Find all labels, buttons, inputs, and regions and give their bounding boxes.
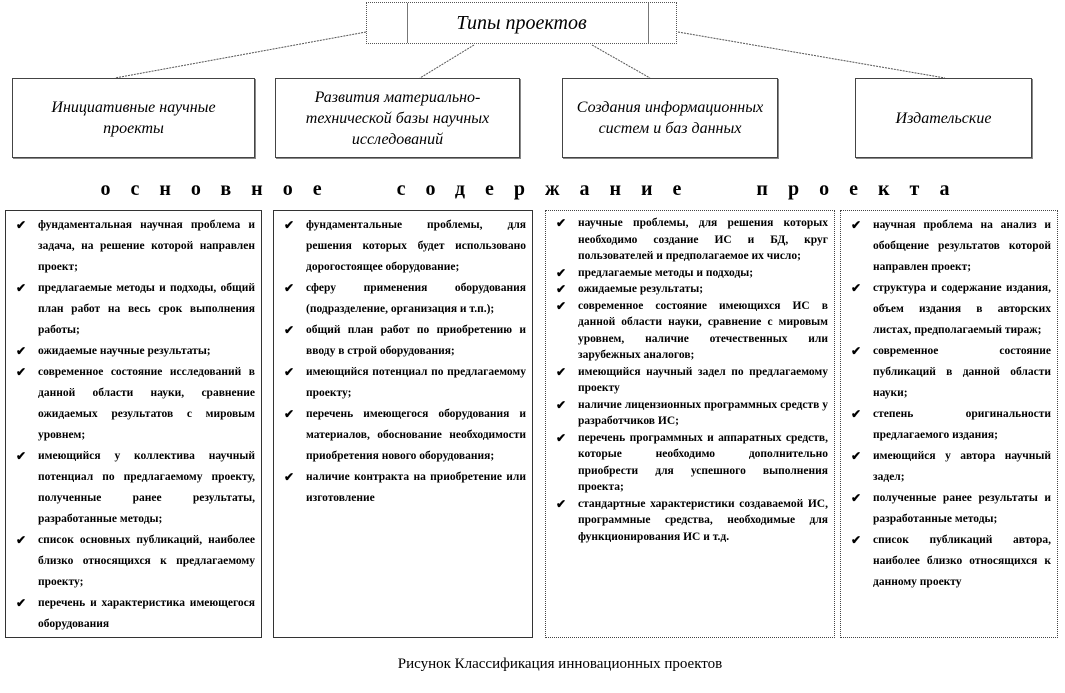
list-item	[845, 530, 1051, 593]
checkmark-icon: ✔	[284, 281, 295, 295]
project-types-title-box	[366, 2, 677, 44]
content-column-1	[5, 210, 262, 638]
checkmark-icon: ✔	[284, 365, 295, 379]
list-item-text: перечень программных и аппаратных средств, которые необходимо дополнительно приобрести для успешного выполнения проекта;	[578, 431, 828, 493]
content-column-4	[840, 210, 1058, 638]
list-item	[550, 397, 828, 430]
list-item-text: ожидаемые научные результаты;	[38, 345, 211, 357]
list-item	[10, 446, 255, 530]
list-item	[550, 496, 828, 546]
list-item-text: предлагаемые методы и подходы;	[578, 266, 754, 279]
checkmark-icon: ✔	[556, 298, 567, 313]
list-item-text: научные проблемы, для решения которых необходимо создание ИС и БД, круг пользователей и предполагаемое их число;	[578, 217, 828, 262]
checkmark-icon: ✔	[284, 218, 295, 232]
list-item-text: полученные ранее результаты и разработанные методы;	[873, 492, 1051, 525]
checkmark-icon: ✔	[556, 282, 567, 296]
type-label: Издательские	[895, 109, 992, 127]
type-label: Развития материально-технической базы научных исследований	[305, 88, 490, 148]
type-box-initiative	[12, 78, 255, 158]
list-item-text: сферу применения оборудования (подразделение, организация и т.п.);	[306, 282, 526, 315]
connector-line	[420, 45, 474, 78]
type-box-material-base	[275, 78, 520, 158]
list-item	[278, 278, 526, 320]
connector-line	[678, 32, 945, 78]
list-item-text: фундаментальная научная проблема и задача, на решение которой направлен проект;	[38, 219, 255, 273]
list-item-text: имеющийся научный задел по предлагаемому проекту	[578, 365, 828, 394]
list-item-text: степень оригинальности предлагаемого издания;	[873, 408, 1051, 441]
type-label: Создания информационных систем и баз данных	[576, 99, 764, 137]
checkmark-icon: ✔	[556, 216, 567, 230]
content-column-3	[545, 210, 835, 638]
list-item-text: наличие лицензионных программных средств у разработчиков ИС;	[578, 398, 828, 427]
checkmark-icon: ✔	[284, 470, 295, 484]
list-item	[845, 341, 1051, 404]
checkmark-icon: ✔	[851, 491, 862, 505]
list-item	[278, 215, 526, 278]
connector-line	[592, 45, 650, 78]
type-box-information-systems	[562, 78, 778, 158]
list-item-text: структура и содержание издания, объем издания в авторских листах, предполагаемый тираж;	[873, 282, 1051, 336]
checkmark-icon: ✔	[284, 323, 295, 337]
connector-line	[115, 32, 366, 78]
list-item	[550, 281, 828, 298]
list-item-text: ожидаемые результаты;	[578, 283, 704, 295]
list-item	[550, 298, 828, 364]
checkmark-icon: ✔	[16, 365, 27, 379]
type-box-publishing	[855, 78, 1032, 158]
list-item-text: перечень и характеристика имеющегося оборудования	[38, 597, 255, 630]
list-item-text: стандартные характеристики создаваемой ИС, программные средства, необходимые для функционирования ИС и т.д.	[578, 497, 828, 543]
checkmark-icon: ✔	[16, 533, 27, 547]
list-item-text: список публикаций автора, наиболее близко относящихся к данному проекту	[873, 534, 1051, 588]
list-item	[10, 341, 255, 362]
figure-caption: Рисунок Классификация инновационных проектов	[397, 656, 723, 672]
checkmark-icon: ✔	[284, 407, 295, 421]
list-item	[10, 530, 255, 593]
list-item-text: современное состояние публикаций в данной области науки;	[873, 345, 1051, 399]
list-item	[845, 488, 1051, 530]
list-item-text: имеющийся потенциал по предлагаемому проекту;	[306, 366, 526, 399]
checkmark-icon: ✔	[851, 281, 862, 295]
checkmark-icon: ✔	[16, 596, 27, 610]
list-item	[278, 404, 526, 467]
checkmark-icon: ✔	[16, 344, 27, 358]
checkmark-icon: ✔	[556, 364, 567, 379]
checkmark-icon: ✔	[556, 496, 567, 511]
list-item-text: научная проблема на анализ и обобщение результатов которой направлен проект;	[873, 219, 1051, 273]
list-item	[845, 404, 1051, 446]
checkmark-icon: ✔	[16, 281, 27, 295]
list-item-text: список основных публикаций, наиболее близко относящихся к предлагаемому проекту;	[38, 534, 255, 588]
list-item	[550, 265, 828, 282]
checkmark-icon: ✔	[851, 407, 862, 421]
list-item	[10, 362, 255, 446]
list-item-text: общий план работ по приобретению и вводу в строй оборудования;	[306, 324, 526, 357]
list-item	[550, 215, 828, 265]
list-item-text: наличие контракта на приобретение или изготовление	[306, 471, 526, 504]
list-item-text: фундаментальные проблемы, для решения которых будет использовано дорогостоящее оборудование;	[306, 219, 526, 273]
checkmark-icon: ✔	[851, 218, 862, 232]
list-item-text: современное состояние исследований в данной области науки, сравнение ожидаемых результатов с мировым уровнем;	[38, 366, 255, 441]
list-item	[10, 593, 255, 635]
type-label: Инициативные научные проекты	[51, 99, 216, 137]
content-column-2	[273, 210, 533, 638]
section-heading: основное содержание проекта	[100, 178, 970, 200]
list-item-text: имеющийся у коллектива научный потенциал по предлагаемому проекту, полученные ранее результаты, разработанные методы;	[38, 450, 255, 525]
list-item-text: предлагаемые методы и подходы, общий план работ на весь срок выполнения работы;	[38, 282, 255, 336]
list-item-text: перечень имеющегося оборудования и материалов, обоснование необходимости приобретения нового оборудования;	[306, 408, 526, 462]
list-item-text: современное состояние имеющихся ИС в данной области науки, сравнение с мировым уровнем, наличие отечественных или зарубежных аналогов;	[578, 299, 828, 361]
list-item	[10, 215, 255, 278]
list-item	[550, 430, 828, 496]
checkmark-icon: ✔	[851, 449, 862, 463]
list-item	[550, 364, 828, 397]
list-item	[10, 278, 255, 341]
list-item-text: имеющийся у автора научный задел;	[873, 450, 1051, 483]
list-item	[845, 215, 1051, 278]
checkmark-icon: ✔	[556, 397, 567, 412]
list-item	[278, 362, 526, 404]
list-item	[845, 446, 1051, 488]
checkmark-icon: ✔	[16, 218, 27, 232]
checkmark-icon: ✔	[556, 265, 567, 280]
checkmark-icon: ✔	[556, 430, 567, 445]
checkmark-icon: ✔	[851, 344, 862, 358]
checkmark-icon: ✔	[851, 533, 862, 547]
checkmark-icon: ✔	[16, 449, 27, 463]
list-item	[278, 467, 526, 509]
list-item	[845, 278, 1051, 341]
title-text: Типы проектов	[456, 11, 587, 34]
list-item	[278, 320, 526, 362]
